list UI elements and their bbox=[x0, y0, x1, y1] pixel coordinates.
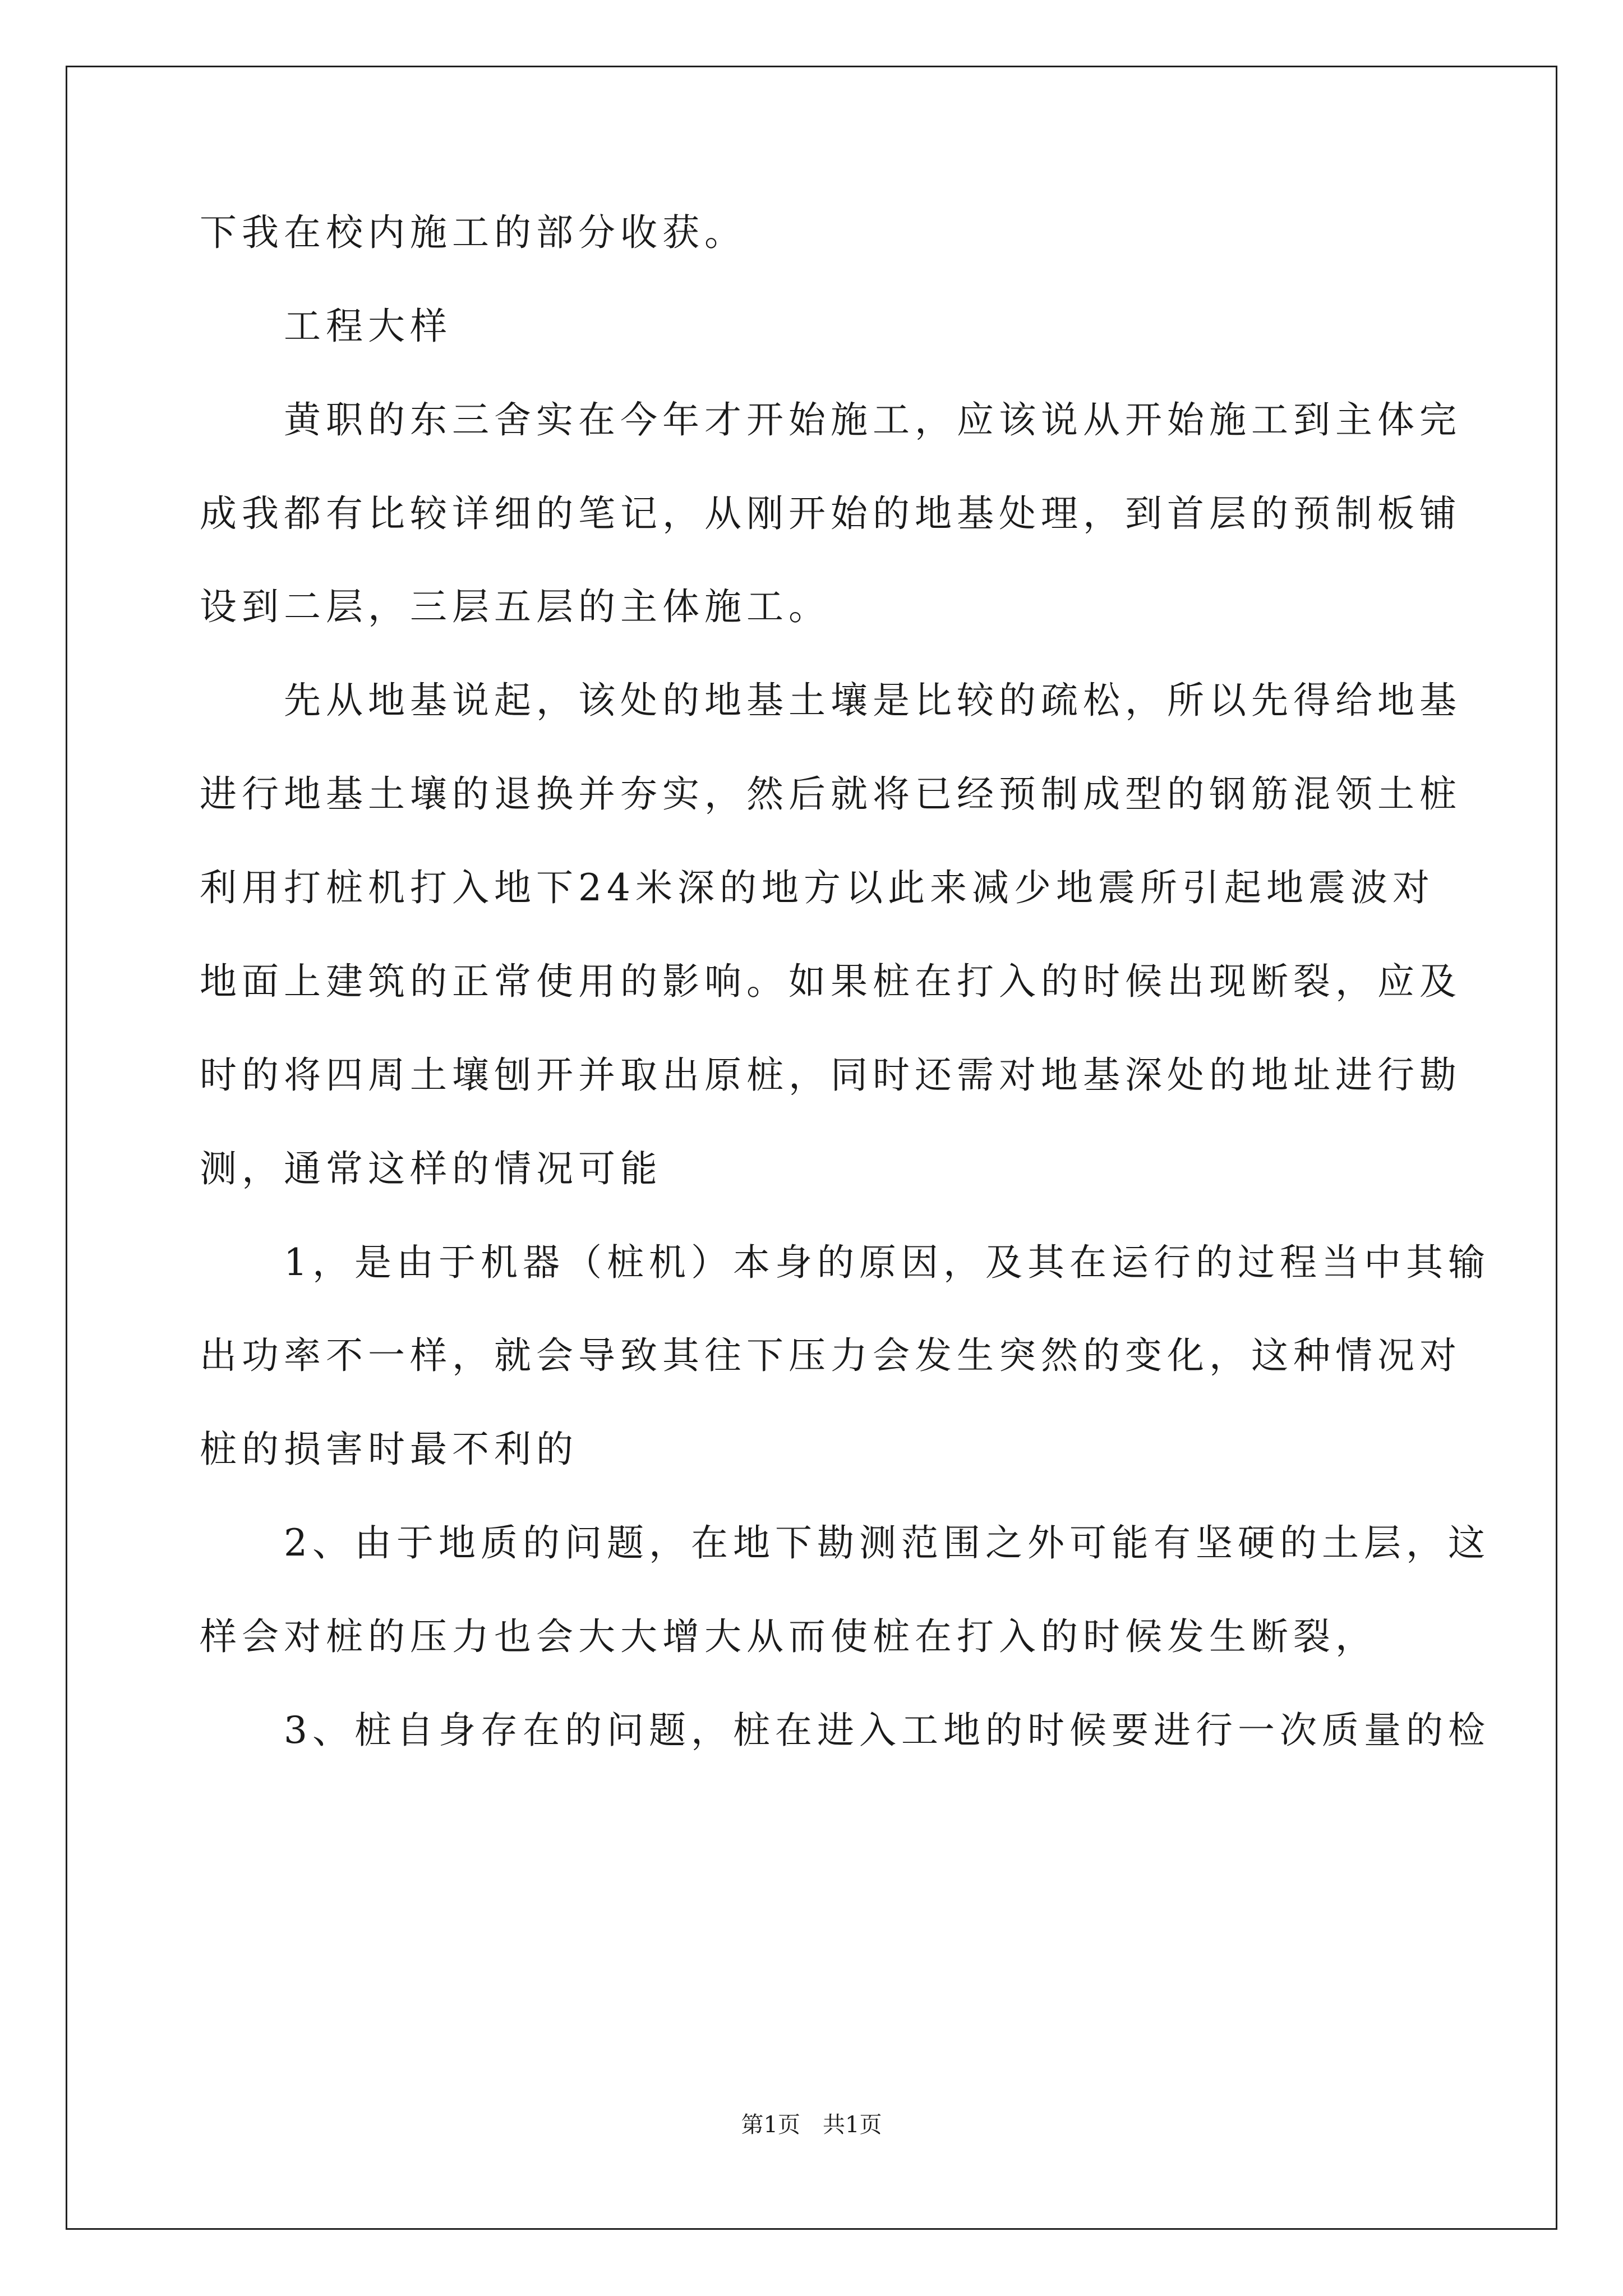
text-line-11: 测，通常这样的情况可能 bbox=[200, 1147, 662, 1190]
page-total: 共1页 bbox=[823, 2112, 882, 2138]
text-line-6: 先从地基说起，该处的地基土壤是比较的疏松，所以先得给地基 bbox=[200, 679, 1461, 722]
document-body bbox=[200, 210, 1490, 1752]
text-line-7: 进行地基土壤的退换并夯实，然后就将已经预制成型的钢筋混领土桩 bbox=[200, 772, 1461, 816]
text-line-13: 出功率不一样，就会导致其往下压力会发生突然的变化，这种情况对 bbox=[200, 1334, 1461, 1377]
text-line-15: 2、由于地质的问题，在地下勘测范围之外可能有坚硬的土层，这 bbox=[200, 1521, 1490, 1565]
text-line-10: 时的将四周土壤刨开并取出原桩，同时还需对地基深处的地址进行勘 bbox=[200, 1053, 1461, 1097]
text-line-2: 工程大样 bbox=[200, 305, 452, 348]
page-footer bbox=[0, 2111, 1623, 2139]
text-line-8: 利用打桩机打入地下24米深的地方以此来减少地震所引起地震波对 bbox=[200, 866, 1435, 909]
text-line-3: 黄职的东三舍实在今年才开始施工，应该说从开始施工到主体完 bbox=[200, 398, 1461, 441]
text-line-4: 成我都有比较详细的笔记，从刚开始的地基处理，到首层的预制板铺 bbox=[200, 492, 1461, 535]
text-line-12: 1，是由于机器（桩机）本身的原因，及其在运行的过程当中其输 bbox=[200, 1241, 1490, 1284]
text-line-16: 样会对桩的压力也会大大增大从而使桩在打入的时候发生断裂， bbox=[200, 1615, 1377, 1658]
text-line-14: 桩的损害时最不利的 bbox=[200, 1428, 578, 1471]
text-line-9: 地面上建筑的正常使用的影响。如果桩在打入的时候出现断裂，应及 bbox=[200, 960, 1461, 1003]
text-line-5: 设到二层，三层五层的主体施工。 bbox=[200, 585, 831, 628]
text-line-1: 下我在校内施工的部分收获。 bbox=[200, 211, 746, 254]
text-line-17: 3、桩自身存在的问题，桩在进入工地的时候要进行一次质量的检 bbox=[200, 1709, 1490, 1752]
page-number: 第1页 bbox=[741, 2112, 800, 2138]
